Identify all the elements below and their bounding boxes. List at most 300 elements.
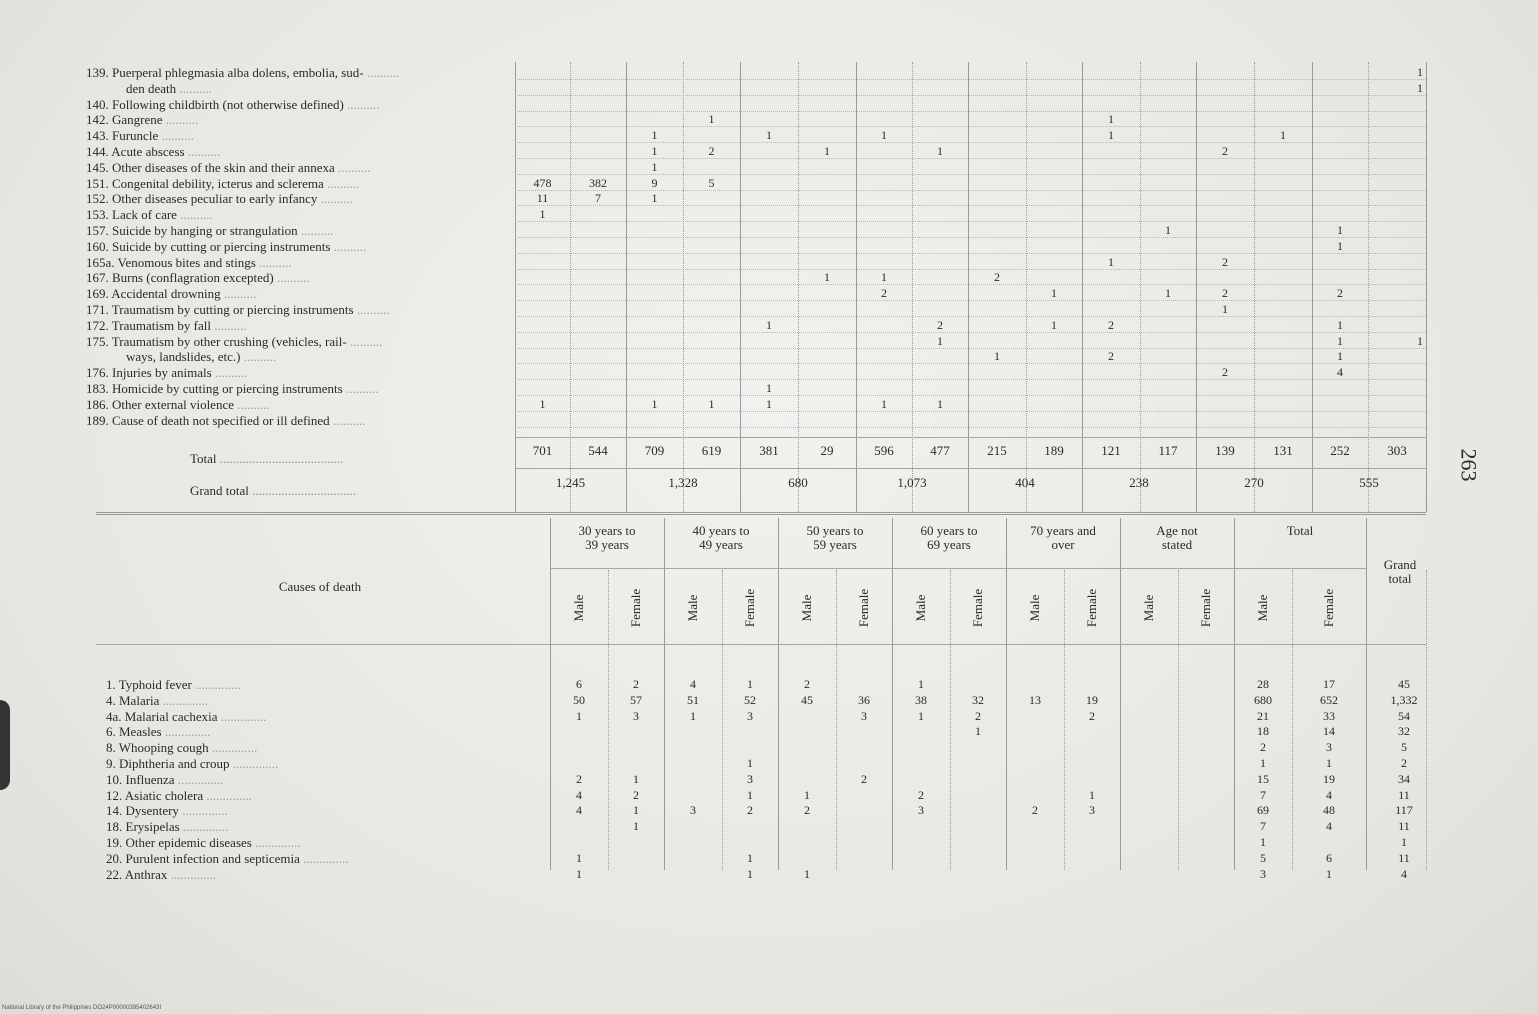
age-group-line2: 59 years (813, 537, 857, 552)
total-value: 189 (1044, 443, 1064, 458)
top-cell-value: 1 (1417, 80, 1423, 95)
cause-label: 165a. Venomous bites and stings (86, 254, 256, 270)
bottom-cell-value: 3 (1260, 866, 1266, 881)
top-cell-value: 2 (1222, 286, 1228, 301)
bottom-cell-value: 652 (1320, 692, 1338, 707)
top-cell-value: 1 (1108, 112, 1114, 127)
top-row-rule (515, 300, 1426, 301)
bottom-column-rule (1178, 570, 1179, 870)
bottom-cell-value: 18 (1257, 724, 1269, 739)
top-cell-value: 1 (1337, 317, 1343, 332)
bottom-column-rule (950, 570, 951, 870)
bottom-cell-value: 1 (747, 677, 753, 691)
cause-label: 151. Congenital debility, icterus and sclerema (86, 175, 324, 191)
bottom-cell-value: 6 (576, 677, 582, 691)
leader-dots: .............. (251, 835, 301, 850)
top-cause-row (86, 335, 382, 349)
bottom-cell-value: 38 (915, 692, 927, 707)
total-value: 252 (1330, 443, 1350, 458)
top-cell-value: 1 (937, 396, 943, 411)
bottom-cell-value: 1 (918, 708, 924, 723)
top-cell-value: 7 (595, 191, 601, 206)
top-cell-value: 1 (1337, 333, 1343, 348)
bottom-cell-value: 5 (1260, 850, 1266, 865)
age-group-line2: 69 years (927, 537, 971, 552)
top-cell-value: 2 (1108, 349, 1114, 364)
top-cell-value: 1 (1108, 254, 1114, 269)
cause-label: 143. Furuncle (86, 128, 159, 144)
top-cause-row (86, 319, 247, 333)
bottom-cell-value: 3 (1326, 740, 1332, 755)
total-value: 701 (532, 443, 553, 458)
top-cell-value: 4 (1337, 365, 1343, 380)
cause-label: 183. Homicide by cutting or piercing instruments (86, 381, 343, 396)
leader-dots: .......... (329, 412, 366, 428)
top-row-rule (515, 95, 1426, 96)
bottom-cell-value: 1 (804, 787, 810, 802)
footer-credit: National Library of the Philippines DO24P00000395402643I (2, 1005, 162, 1011)
bottom-cell-value: 2 (576, 771, 582, 786)
bottom-cell-value: 1 (633, 803, 639, 818)
leader-dots: .............. (203, 787, 252, 803)
leader-dots: .............. (161, 724, 211, 740)
male-column-header: Male (1027, 594, 1042, 622)
age-group-header (778, 524, 892, 552)
top-cell-value: 5 (708, 175, 715, 190)
total-value: 619 (701, 443, 722, 458)
leader-dots: .......... (273, 270, 310, 286)
bottom-cell-value: 1 (747, 850, 753, 865)
bottom-cell-value: 1 (1326, 866, 1332, 881)
top-cell-value: 1 (1417, 65, 1423, 79)
age-group-line1: 60 years to (920, 523, 978, 538)
age-group-header (1006, 524, 1120, 552)
top-cell-value: 1 (881, 270, 887, 285)
bottom-cause-row (106, 789, 252, 803)
female-column-header: Female (1198, 588, 1213, 628)
cause-label: 139. Puerperal phlegmasia alba dolens, embolia, sud- (86, 65, 364, 80)
top-cell-value: 1 (1108, 128, 1114, 143)
bottom-cell-value: 4 (576, 787, 582, 802)
top-row-rule (515, 221, 1426, 222)
total-value: 121 (1101, 443, 1121, 458)
bottom-cell-value: 15 (1257, 771, 1269, 786)
top-column-rule (1426, 62, 1427, 512)
header-bottom-rule (96, 644, 1426, 645)
bottom-cell-value: 1 (1401, 835, 1407, 849)
top-row-rule (515, 284, 1426, 285)
bottom-cell-value: 1 (576, 850, 582, 865)
leader-dots: .......... (323, 175, 360, 191)
top-column-rule (1026, 62, 1027, 512)
top-column-rule (626, 62, 627, 512)
bottom-cell-value: 2 (633, 787, 639, 802)
male-column-header: Male (1141, 594, 1156, 622)
top-cell-value: 1 (539, 396, 546, 411)
top-cause-row (86, 303, 389, 317)
top-row-rule (515, 269, 1426, 270)
top-cell-value: 2 (1222, 365, 1228, 380)
age-group-header (1120, 524, 1234, 552)
bottom-cause-row (106, 836, 301, 850)
leader-dots: .............. (299, 850, 349, 866)
top-cause-row (86, 82, 212, 96)
subheader-rule (550, 568, 1366, 569)
total-value: 477 (930, 443, 950, 458)
top-cause-row (86, 177, 360, 191)
bottom-cell-value: 45 (801, 692, 813, 707)
top-cell-value: 2 (937, 317, 943, 332)
female-column-header: Female (970, 588, 985, 628)
top-cell-value: 2 (1222, 144, 1228, 158)
bottom-cause-row (106, 852, 349, 866)
top-row-rule (515, 316, 1426, 317)
bottom-cell-value: 1 (1260, 835, 1266, 849)
bottom-cell-value: 5 (1401, 740, 1407, 755)
age-group-line1: Age not (1156, 523, 1198, 538)
top-cell-value: 1 (708, 396, 715, 411)
top-row-rule (515, 348, 1426, 349)
top-row-rule (515, 363, 1426, 364)
top-row-rule (515, 427, 1426, 428)
top-cause-row (86, 145, 220, 159)
top-cell-value: 1 (1280, 128, 1286, 143)
top-cell-value: 1 (824, 270, 830, 285)
bottom-cell-value: 1 (576, 866, 582, 881)
age-group-line1: 30 years to (578, 523, 636, 538)
top-cell-value: 1 (824, 144, 830, 158)
top-column-rule (683, 62, 684, 512)
leader-dots: .............. (174, 771, 224, 787)
cause-label: ways, landslides, etc.) (126, 349, 241, 365)
bottom-cell-value: 2 (633, 677, 639, 691)
top-column-rule (1254, 62, 1255, 512)
bottom-cell-value: 2 (804, 803, 810, 818)
bottom-cell-value: 1 (576, 708, 582, 723)
bottom-cell-value: 45 (1398, 677, 1410, 691)
cause-label: 4. Malaria (106, 692, 160, 708)
bottom-column-rule (1366, 518, 1367, 870)
total-value: 215 (987, 443, 1007, 458)
leader-dots: .......... (162, 112, 199, 128)
female-column-header: Female (742, 588, 757, 628)
top-cell-value: 382 (589, 175, 607, 190)
male-column-header: Male (799, 594, 814, 622)
bottom-cell-value: 3 (690, 803, 696, 818)
age-group-line2: stated (1161, 537, 1193, 552)
bottom-cell-value: 11 (1398, 850, 1410, 865)
cause-label: 14. Dysentery (106, 803, 179, 819)
male-column-header: Male (1255, 594, 1270, 622)
bottom-cell-value: 4 (576, 803, 582, 818)
cause-label: 176. Injuries by animals (86, 365, 212, 381)
top-column-rule (856, 62, 857, 512)
cause-label: 152. Other diseases peculiar to early infancy (86, 191, 318, 207)
top-row-rule (515, 111, 1426, 112)
top-cell-value: 2 (1108, 317, 1114, 332)
top-cell-value: 1 (994, 349, 1000, 364)
top-cell-value: 1 (766, 317, 772, 332)
top-row-rule (515, 379, 1426, 380)
bottom-cell-value: 11 (1398, 819, 1410, 834)
bottom-cell-value: 7 (1260, 787, 1266, 802)
grand-total-value: 1,245 (555, 475, 586, 490)
total-value: 29 (820, 443, 834, 458)
page-edge-shadow (0, 700, 10, 790)
top-cell-value: 1 (1051, 286, 1057, 301)
bottom-column-rule (836, 570, 837, 870)
bottom-cell-value: 52 (744, 692, 756, 707)
document-page: 139. Puerperal phlegmasia alba dolens, embolia, sud- .......... den death .......... 140. Following childbirth (not otherwise defined) .......... 142. Gangrene .......... 143. Furuncle .......... 144. Acute abscess .......... 145. Other diseases of the skin and their annexa .......... 151. Congenital debility, icterus and sclerema .......... 152. Other diseases peculiar to early infancy .......... 153. Lack of care .......... 157. Suicide by hanging or strangulation .......... 160. Suicide by cutting or piercing instruments .......... 165a. Venomous bites and stings .......... 167. Burns (conflagration excepted) .......... 169. Accidental drowning .......... 171. Traumatism by cutting or piercing instruments .......... 172. Traumatism by fall .......... 175. Traumatism by other crushing (vehicles, rail- .......... ways, landslides, etc.) .......... 176. Injuries by animals .......... 183. Homicide by cutting or piercing instruments .......... 186. Other external violence .......... 189. Cause of death not specified or ill defined .......... 1 1 1 1 1 1 1 1 1 1 2 1 1 2 1 478 382 9 5 11 7 1 1 1 1 1 1 2 1 1 2 2 1 1 2 2 1 1 2 1 2 1 1 1 1 1 2 1 2 4 1 1 1 1 1 1 1 Total ...................................... Grand total ................................ 701 544 709 619 381 29 596 477 215 189 121 117 139 131 252 303 1,245 1,328 680 1,073 404 238 270 555 Causes of death 30 years to 39 years 40 years to 49 years 50 years to 59 years 60 years to 69 years 70 years and over Age not stated Total Male Female Male Female Male Female Male Female Male Female Male Female Male Female Grand total 1. Typhoid fever .............. 4. Malaria .............. 4a. Malarial cachexia .............. 6. Measles .............. 8. Whooping cough .............. 9. Diphtheria and croup .............. 10. Influenza .............. 12. Asiatic cholera .............. 14. Dysentery .............. 18. Erysipelas .............. 19. Other epidemic diseases .............. 20. Purulent infection and septicemia .............. 22. Anthrax .............. 6 2 4 1 2 1 28 17 45 50 57 51 52 45 36 38 32 13 19 680 652 1,332 1 3 1 3 3 1 2 2 21 33 54 1 18 14 32 2 3 5 1 1 1 2 2 1 3 2 15 19 34 4 2 1 1 2 1 7 4 11 4 1 3 2 2 3 2 3 69 48 117 1 7 4 11 1 1 1 1 5 6 11 1 1 1 3 1 4 263 National Library of the Philippines DO24P00000395402643I (0, 0, 1538, 1014)
leader-dots: .......... (234, 396, 270, 412)
bottom-cell-value: 117 (1395, 803, 1413, 818)
top-cell-value: 2 (708, 144, 715, 158)
cause-label: 4a. Malarial cachexia (106, 708, 218, 724)
cause-label: 20. Purulent infection and septicemia (106, 850, 300, 866)
leader-dots: .......... (176, 207, 213, 223)
leader-dots: .............. (229, 756, 279, 771)
bottom-column-rule (608, 570, 609, 870)
top-cell-value: 1 (708, 112, 715, 127)
bottom-cell-value: 1 (747, 756, 753, 770)
cause-label: 145. Other diseases of the skin and their annexa (86, 159, 335, 175)
top-cell-value: 2 (1337, 286, 1343, 301)
age-group-line1: Total (1286, 523, 1314, 538)
top-column-rule (968, 62, 969, 512)
top-cell-value: 1 (766, 396, 772, 411)
top-cause-row (86, 113, 198, 127)
bottom-cell-value: 11 (1398, 787, 1410, 802)
top-column-rule (1368, 62, 1369, 512)
bottom-cell-value: 1 (918, 677, 924, 691)
grand-total-value: 270 (1244, 475, 1264, 490)
top-cell-value: 1 (881, 128, 887, 143)
top-cell-value: 1 (1165, 286, 1171, 301)
cause-label: 8. Whooping cough (106, 740, 209, 756)
bottom-cell-value: 48 (1323, 803, 1335, 818)
cause-label: 160. Suicide by cutting or piercing instruments (86, 238, 331, 254)
bottom-cause-row (106, 757, 278, 771)
top-column-rule (740, 62, 741, 512)
top-cell-value: 2 (1222, 254, 1228, 269)
bottom-cell-value: 33 (1323, 708, 1335, 723)
cause-label: 171. Traumatism by cutting or piercing instruments (86, 302, 354, 317)
causes-of-death-header: Causes of death (278, 579, 362, 594)
bottom-cell-value: 2 (1401, 756, 1407, 770)
cause-label: 19. Other epidemic diseases (106, 835, 252, 850)
cause-label: 12. Asiatic cholera (106, 787, 204, 803)
bottom-cause-row (106, 741, 257, 755)
leader-dots: .............. (167, 866, 217, 882)
male-column-header: Male (571, 594, 586, 622)
top-cell-value: 1 (651, 144, 658, 158)
top-column-rule (798, 62, 799, 512)
top-row-rule (515, 237, 1426, 238)
bottom-cell-value: 2 (975, 708, 981, 723)
total-value: 544 (588, 443, 608, 458)
bottom-cell-value: 3 (918, 803, 924, 818)
bottom-cell-value: 32 (1398, 724, 1410, 739)
bottom-cell-value: 3 (747, 708, 753, 723)
bottom-cause-row (106, 820, 228, 834)
leader-dots: .......... (353, 302, 390, 317)
top-cell-value: 2 (881, 286, 887, 301)
bottom-cell-value: 54 (1398, 708, 1410, 723)
bottom-cell-value: 17 (1323, 677, 1335, 691)
leader-dots: .............. (217, 708, 267, 724)
top-column-rule (1140, 62, 1141, 512)
leader-dots: .......... (211, 365, 248, 381)
top-cause-row (86, 256, 292, 270)
bottom-cell-value: 1 (747, 866, 753, 881)
cause-label: 6. Measles (106, 724, 162, 740)
bottom-cause-row (106, 678, 241, 692)
bottom-cell-value: 3 (633, 708, 639, 723)
age-group-line2: 39 years (585, 537, 629, 552)
cause-label: 22. Anthrax (106, 866, 168, 882)
bottom-cause-row (106, 725, 210, 739)
top-row-rule (515, 79, 1426, 80)
top-cause-row (86, 414, 365, 428)
top-cell-value: 1 (1337, 223, 1343, 237)
bottom-cell-value: 19 (1323, 771, 1335, 786)
bottom-column-rule (1120, 518, 1121, 870)
bottom-cell-value: 7 (1260, 819, 1266, 834)
top-cell-value: 1 (1051, 317, 1057, 332)
total-value: 131 (1273, 443, 1293, 458)
bottom-cell-value: 1 (804, 866, 810, 881)
bottom-cell-value: 2 (804, 677, 810, 691)
top-cause-row (86, 208, 213, 222)
cause-label: 189. Cause of death not specified or ill defined (86, 412, 330, 428)
leader-dots: .......... (346, 333, 383, 349)
top-cell-value: 1 (1417, 333, 1423, 348)
top-cell-value: 11 (536, 191, 549, 206)
total-value: 709 (644, 443, 665, 458)
leader-dots: .......... (210, 317, 247, 333)
top-cell-value: 1 (766, 128, 772, 143)
age-group-line1: 70 years and (1030, 523, 1096, 538)
top-cause-row (86, 287, 256, 301)
bottom-cause-row (106, 804, 228, 818)
grand-total-value: 404 (1015, 475, 1035, 490)
bottom-cell-value: 32 (972, 692, 984, 707)
female-column-header: Female (1084, 588, 1099, 628)
total-rule (515, 437, 1426, 438)
leader-dots: .......... (255, 254, 292, 270)
cause-label: 186. Other external violence (86, 396, 234, 412)
top-cause-row (86, 192, 353, 206)
top-cause-row (86, 366, 247, 380)
female-column-header: Female (856, 588, 871, 628)
top-column-rule (1196, 62, 1197, 512)
bottom-column-rule (664, 518, 665, 870)
cause-label: 157. Suicide by hanging or strangulation (86, 223, 298, 238)
bottom-cell-value: 4 (1326, 819, 1332, 834)
bottom-column-rule (778, 518, 779, 870)
bottom-cell-value: 4 (1326, 787, 1332, 802)
top-cause-row (86, 129, 194, 143)
top-cell-value: 1 (881, 396, 887, 411)
leader-dots: .......... (330, 238, 367, 254)
bottom-cell-value: 1 (1089, 787, 1095, 802)
age-group-line2: 49 years (699, 537, 743, 552)
top-cause-row (86, 382, 378, 396)
leader-dots: .......... (184, 144, 221, 159)
bottom-column-rule (892, 518, 893, 870)
cause-label: 142. Gangrene (86, 112, 163, 128)
bottom-cell-value: 2 (1260, 740, 1266, 755)
bottom-cell-value: 3 (1089, 803, 1095, 818)
female-column-header: Female (628, 588, 643, 628)
age-group-header (550, 524, 664, 552)
section-divider (96, 512, 1426, 515)
leader-dots: .......... (240, 349, 277, 365)
age-group-header (1234, 524, 1366, 538)
male-column-header: Male (685, 594, 700, 622)
bottom-cell-value: 3 (861, 708, 867, 723)
leader-dots: .............. (179, 819, 229, 835)
top-cell-value: 1 (1337, 238, 1343, 253)
grand-total-value: 680 (788, 475, 808, 490)
top-cause-row (86, 66, 399, 80)
total-value: 303 (1387, 443, 1407, 458)
top-cell-value: 1 (651, 128, 658, 143)
bottom-cell-value: 2 (1089, 708, 1095, 723)
leader-dots: .......... (363, 65, 400, 80)
bottom-cell-value: 2 (1032, 803, 1038, 818)
bottom-cell-value: 4 (690, 677, 696, 691)
age-group-header (892, 524, 1006, 552)
leader-dots: .............. (191, 677, 241, 692)
bottom-cell-value: 1 (747, 787, 753, 802)
female-column-header: Female (1321, 588, 1336, 628)
bottom-column-rule (550, 518, 551, 870)
bottom-cell-value: 36 (858, 692, 870, 707)
top-cell-value: 1 (539, 207, 546, 222)
leader-dots: .......... (343, 96, 380, 112)
bottom-cell-value: 2 (861, 771, 867, 786)
leader-dots: .......... (317, 191, 354, 207)
age-group-line1: 50 years to (806, 523, 864, 538)
bottom-cell-value: 3 (747, 771, 753, 786)
page-number: 263 (1456, 448, 1482, 482)
top-column-rule (570, 62, 571, 512)
top-cell-value: 9 (651, 175, 658, 190)
age-group-line2: over (1051, 537, 1075, 552)
age-group-line1: 40 years to (692, 523, 750, 538)
bottom-cause-row (106, 868, 216, 882)
top-cell-value: 478 (533, 175, 552, 190)
leader-dots: .......... (220, 286, 257, 302)
top-cell-value: 1 (937, 333, 943, 348)
bottom-cell-value: 1 (1326, 756, 1332, 770)
cause-label: 140. Following childbirth (not otherwise defined) (86, 96, 344, 112)
top-cell-value: 1 (1165, 223, 1171, 237)
bottom-cause-row (106, 773, 223, 787)
cause-label: 1. Typhoid fever (106, 677, 192, 692)
cause-label: 18. Erysipelas (106, 819, 180, 835)
leader-dots: .............. (178, 803, 228, 819)
bottom-column-rule (1426, 570, 1427, 870)
grand-total-value: 238 (1129, 475, 1149, 490)
bottom-cell-value: 1,332 (1390, 692, 1418, 707)
top-cell-value: 1 (766, 381, 772, 395)
bottom-cell-value: 1 (975, 724, 981, 739)
leader-dots: .......... (334, 159, 371, 175)
bottom-cell-value: 13 (1029, 692, 1041, 707)
top-cause-row (86, 240, 366, 254)
